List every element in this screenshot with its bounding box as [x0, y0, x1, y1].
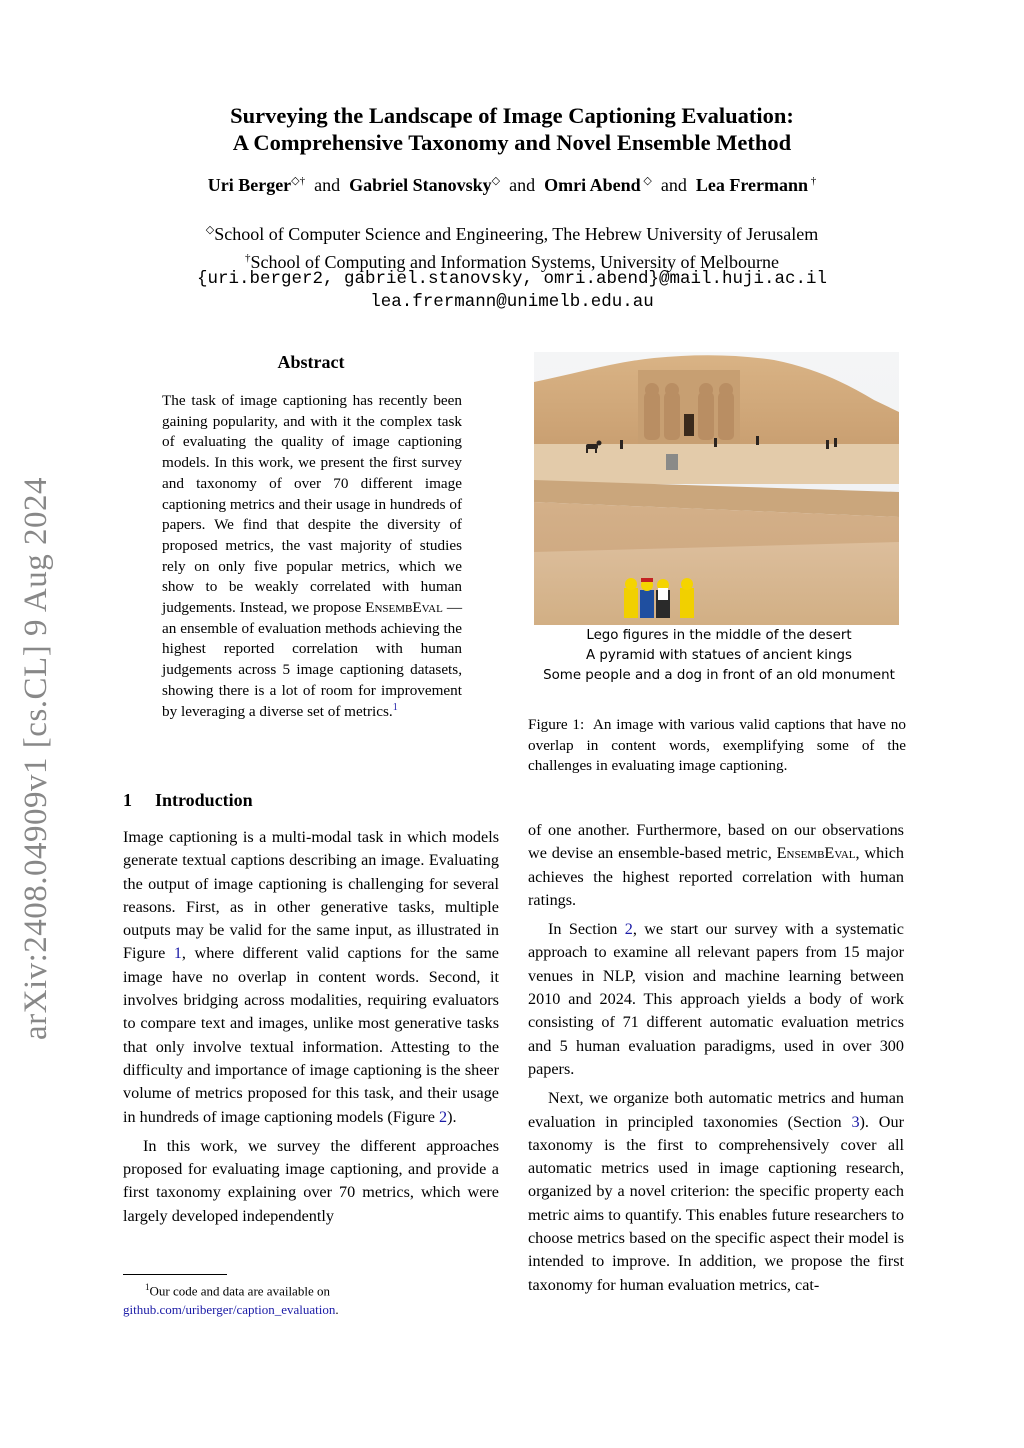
section-ref[interactable]: 2	[624, 920, 633, 939]
paper-title	[0, 102, 1024, 156]
arxiv-sidebar: arXiv:2408.04909v1 [cs.CL] 9 Aug 2024	[18, 477, 54, 1040]
author-name: Gabriel Stanovsky	[349, 175, 492, 195]
author-name: Omri Abend	[544, 175, 641, 195]
abstract-body	[162, 391, 462, 722]
author-marks: †	[808, 175, 817, 187]
desert-monument-illustration	[534, 352, 899, 625]
paragraph	[528, 918, 904, 1081]
paragraph-text: Next, we organize both automatic metrics and human evaluation in principled taxonomies (Section	[528, 1089, 904, 1131]
left-column	[123, 826, 499, 1228]
paragraph-text: , where different valid captions for the same image have no overlap in content words. Second, it involves bridging across modalities, requiring evaluators to compare text and images, unlike most generative tasks that only involve textual information. Attesting to the difficulty and importance of image captioning is the sheer volume of metrics proposed for this task, and their usage in hundreds of image captioning models (Figure	[123, 944, 499, 1126]
email-line-2[interactable]: lea.frermann@unimelb.edu.au	[370, 292, 654, 312]
code-link[interactable]: github.com/uriberger/caption_evaluation	[123, 1302, 336, 1318]
sand-foreground	[534, 542, 899, 625]
author-marks: ◇	[640, 175, 652, 187]
author-list	[0, 168, 1024, 198]
paragraph-text: In this work, we survey the different approaches proposed for evaluating image captioning, and provide a first taxonomy explaining over 70 metrics, which were largely developed independently	[123, 1136, 499, 1225]
author-marks: ◇	[491, 175, 501, 187]
author-name: Lea Frermann	[695, 175, 809, 195]
method-name: EnsembEval	[365, 599, 443, 617]
example-caption: Some people and a dog in front of an old monument	[543, 668, 895, 683]
paragraph	[123, 1135, 499, 1228]
footnote-period: .	[335, 1302, 339, 1318]
section-number: 1	[123, 790, 132, 810]
section-title: Introduction	[155, 790, 253, 810]
author-and: and	[314, 175, 341, 195]
paragraph	[528, 819, 904, 912]
title-line-1: Surveying the Landscape of Image Captioning Evaluation:	[230, 103, 794, 128]
temple-door	[684, 414, 694, 436]
footnote-line	[123, 1278, 499, 1300]
abstract-text: The task of image captioning has recently been gaining popularity, and with it the complex task of evaluating the quality of image captioning models. In this work, we present the first survey and taxonomy of over 70 different image captioning metrics and their usage in hundreds of papers. We find that despite the diversity of proposed metrics, the vast majority of studies rely on only five popular metrics, which we show to be weakly correlated with human judgements. Instead, we propose	[162, 392, 462, 617]
footnote-line	[123, 1300, 499, 1319]
affiliation-mark: †	[245, 252, 251, 264]
section-ref[interactable]: 3	[851, 1112, 860, 1131]
footnote-rule	[123, 1274, 227, 1275]
right-column	[528, 819, 904, 1297]
figure-label: Figure 1:	[528, 716, 585, 733]
author-and: and	[660, 175, 687, 195]
abstract-text: — an ensemble of evaluation methods achieving the highest reported correlation with human judgements across 5 image captioning datasets, showing there is a lot of room for improvement by leveraging a diverse set of metrics.	[162, 599, 463, 720]
section-heading	[123, 790, 253, 811]
paragraph	[528, 1087, 904, 1297]
figure-ref[interactable]: 2	[439, 1107, 448, 1126]
author-and: and	[509, 175, 536, 195]
affiliation-text: School of Computer Science and Engineering, The Hebrew University of Jerusalem	[214, 224, 819, 244]
author-marks: ◇†	[291, 175, 306, 187]
example-caption: A pyramid with statues of ancient kings	[586, 648, 852, 663]
affiliations	[0, 218, 1024, 274]
paragraph-text: ).	[447, 1107, 457, 1126]
title-line-2: A Comprehensive Taxonomy and Novel Ensemble Method	[232, 130, 792, 155]
email-line-1[interactable]: {uri.berger2, gabriel.stanovsky, omri.abend}@mail.huji.ac.il	[196, 269, 828, 289]
abstract-heading: Abstract	[277, 352, 345, 372]
footnote	[123, 1278, 499, 1319]
lego-figures	[624, 578, 694, 618]
paragraph-text: , we start our survey with a systematic approach to examine all relevant papers from 15 major venues in NLP, vision and machine learning between 2010 and 2024. This approach yields a body of work consisting of 71 different automatic evaluation metrics and 5 human evaluation paradigms, used in over 300 papers.	[528, 920, 904, 1078]
affiliation-1	[0, 218, 1024, 246]
footnote-text: Our code and data are available on	[149, 1283, 330, 1299]
footnote-mark: 1	[145, 1282, 150, 1292]
method-name: EnsembEval	[776, 844, 856, 863]
example-caption: Lego figures in the middle of the desert	[586, 628, 852, 643]
author-name: Uri Berger	[207, 175, 292, 195]
affiliation-mark: ◇	[205, 224, 215, 236]
figure-1-image	[534, 352, 899, 625]
barrel	[666, 454, 678, 470]
paragraph-text: In Section	[548, 920, 625, 939]
figure-1-caption	[528, 715, 906, 777]
paragraph-text: of one another. Furthermore, based on our observations we devise an ensemble-based metric,	[528, 821, 904, 863]
paragraph-text: ). Our taxonomy is the first to comprehensively cover all automatic metrics used in image captioning research, organized by a novel criterion: the specific property each metric aims to quantify. This enables future researchers to choose metrics based on the specific aspect their model is intended to improve. In addition, we propose the first taxonomy for human evaluation metrics, cat-	[528, 1112, 904, 1294]
paragraph	[123, 826, 499, 1129]
footnote-ref[interactable]: 1	[392, 701, 398, 713]
emails	[0, 268, 1024, 314]
figure-ref[interactable]: 1	[173, 944, 182, 963]
paragraph-text: , which achieves the highest reported correlation with human ratings.	[528, 844, 904, 909]
paragraph-text: Image captioning is a multi-modal task in which models generate textual captions describing an image. Evaluating the output of image captioning is challenging for several reasons. First, as in other generative tasks, multiple outputs may be valid for the same input, as illustrated in Figure	[123, 828, 499, 963]
plaza	[534, 444, 899, 484]
figure-1-caption-examples	[528, 626, 910, 686]
figure-caption-text: An image with various valid captions that have no overlap in content words, exemplifying some of the challenges in evaluating image captioning.	[528, 716, 906, 775]
affiliation-text: School of Computing and Information Systems, University of Melbourne	[250, 252, 779, 272]
